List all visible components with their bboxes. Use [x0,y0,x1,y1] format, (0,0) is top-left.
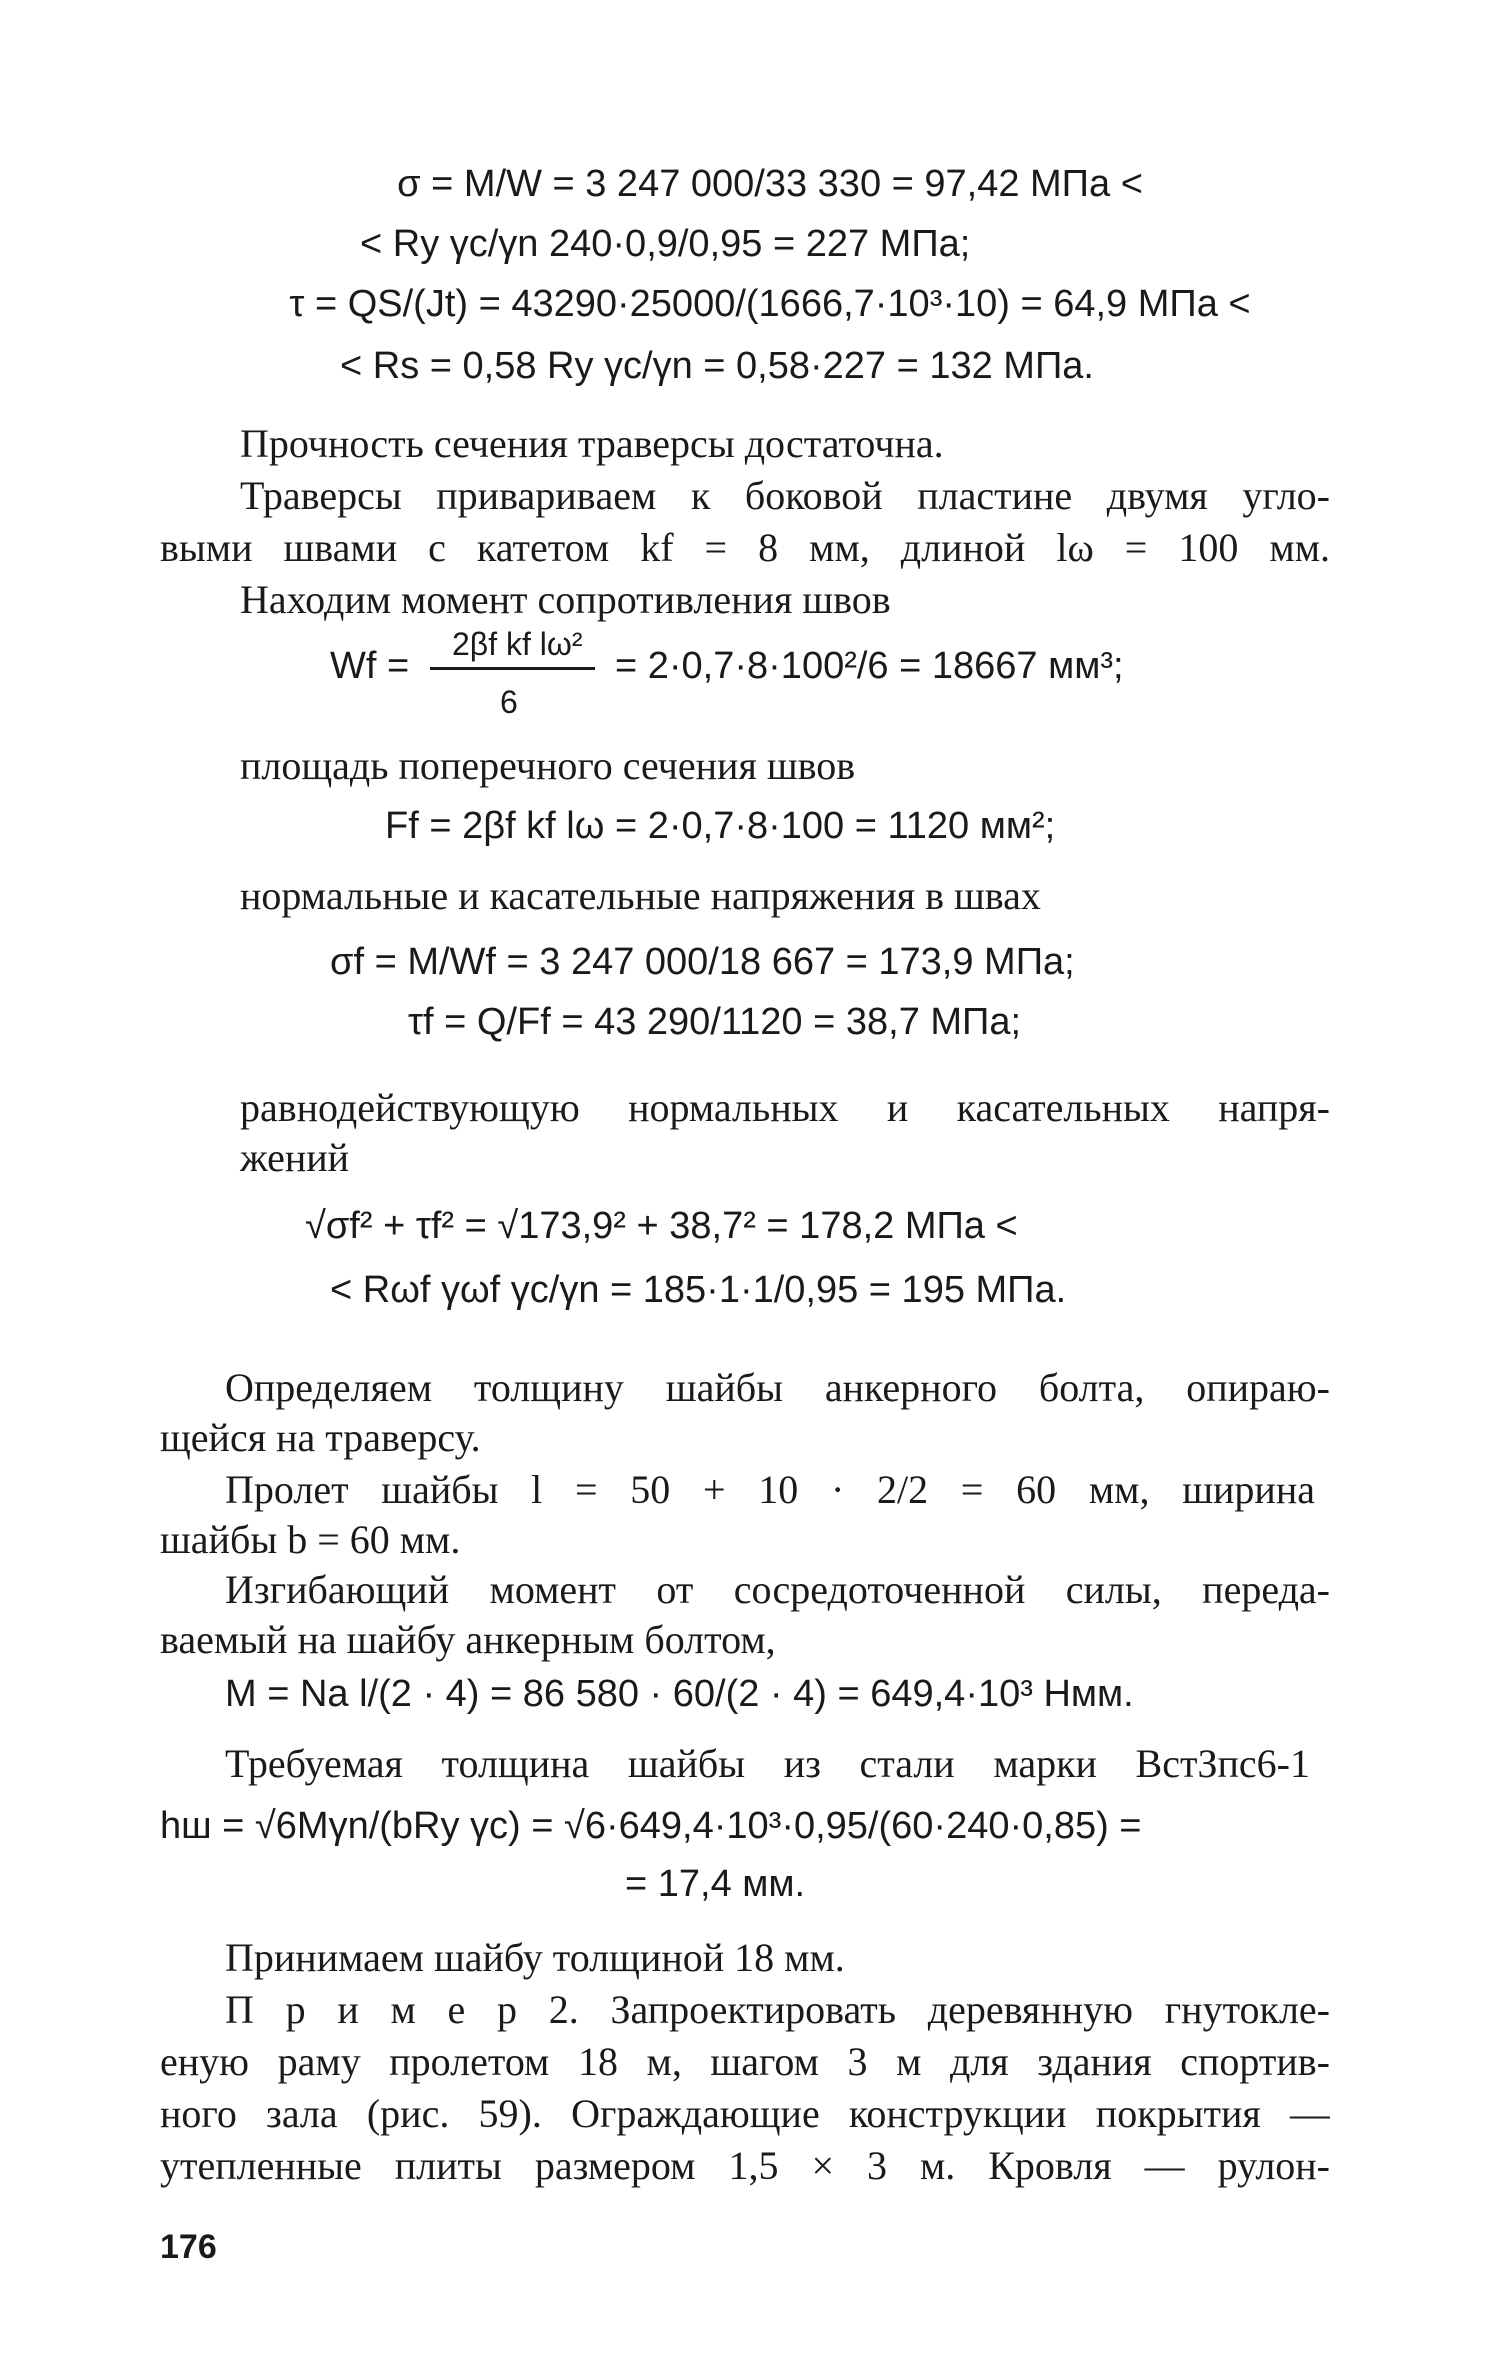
formula-line: < Rs = 0,58 Ry γc/γn = 0,58·227 = 132 МПа. [340,345,1094,387]
text-line: равнодействующую нормальных и касательных напря- [240,1085,1330,1130]
formula-line: < Rωf γωf γc/γn = 185·1·1/0,95 = 195 МПа. [330,1269,1067,1311]
text-line: ваемый на шайбу анкерным болтом, [160,1617,776,1662]
text-line: Траверсы приваривaем к боковой пластине двумя угло- [240,473,1330,518]
formula-line: τf = Q/Ff = 43 290/1120 = 38,7 МПа; [408,1001,1022,1043]
formula-line: = 2·0,7·8·100²/6 = 18667 мм³; [615,645,1124,687]
formula-line: Ff = 2βf kf lω = 2·0,7·8·100 = 1120 мм²; [385,805,1056,847]
text-line: Прочность сечения траверсы достаточна. [240,421,944,466]
text-line: площадь поперечного сечения швов [240,743,856,788]
formula-line: M = Na l/(2 · 4) = 86 580 · 60/(2 · 4) = 649,4·10³ Нмм. [225,1673,1134,1715]
text-line: Определяем толщину шайбы анкерного болта, опираю- [225,1365,1330,1410]
formula-line: τ = QS/(Jt) = 43290·25000/(1666,7·10³·10) = 64,9 МПа < [289,283,1251,325]
page-number: 176 [160,2228,217,2266]
formula-label: Wf = [330,645,410,687]
text-line: шайбы b = 60 мм. [160,1517,461,1562]
text-line: ного зала (рис. 59). Ограждающие конструкции покрытия — [160,2091,1330,2136]
text-line: Изгибающий момент от сосредоточенной силы, переда- [225,1567,1330,1612]
text-line: Пролет шайбы l = 50 + 10 · 2/2 = 60 мм, ширина [225,1467,1315,1512]
text-line: нормальные и касательные напряжения в швах [240,873,1041,918]
formula-line: = 17,4 мм. [625,1863,806,1905]
formula-line: σf = M/Wf = 3 247 000/18 667 = 173,9 МПа; [330,941,1075,983]
text-line: выми швами с катетом kf = 8 мм, длиной lω = 100 мм. [160,525,1330,570]
text-line: Принимаем шайбу толщиной 18 мм. [225,1935,845,1980]
text-line: еную раму пролетом 18 м, шагом 3 м для здания спортив- [160,2039,1330,2084]
formula-line: hш = √6Mγn/(bRy γc) = √6·649,4·10³·0,95/(60·240·0,85) = [160,1805,1142,1847]
fraction-numerator: 2βf kf lω² [452,626,583,662]
text-line: Находим момент сопротивления швов [240,577,891,622]
formula-line: σ = M/W = 3 247 000/33 330 = 97,42 МПа < [397,163,1143,205]
text-line: П р и м е р 2. Запроектировать деревянную гнутокле- [225,1987,1330,2032]
text-line: утепленные плиты размером 1,5 × 3 м. Кровля — рулон- [160,2143,1330,2188]
text-line: жений [240,1135,350,1180]
text-line: щейся на траверсу. [160,1415,481,1460]
formula-line: < Rу γc/γn 240·0,9/0,95 = 227 МПа; [360,223,971,265]
text-line: Требуемая толщина шайбы из стали марки ВстЗпс6-1 [225,1741,1310,1786]
formula-line: √σf² + τf² = √173,9² + 38,7² = 178,2 МПа < [305,1205,1018,1247]
fraction-denominator: 6 [500,684,518,720]
